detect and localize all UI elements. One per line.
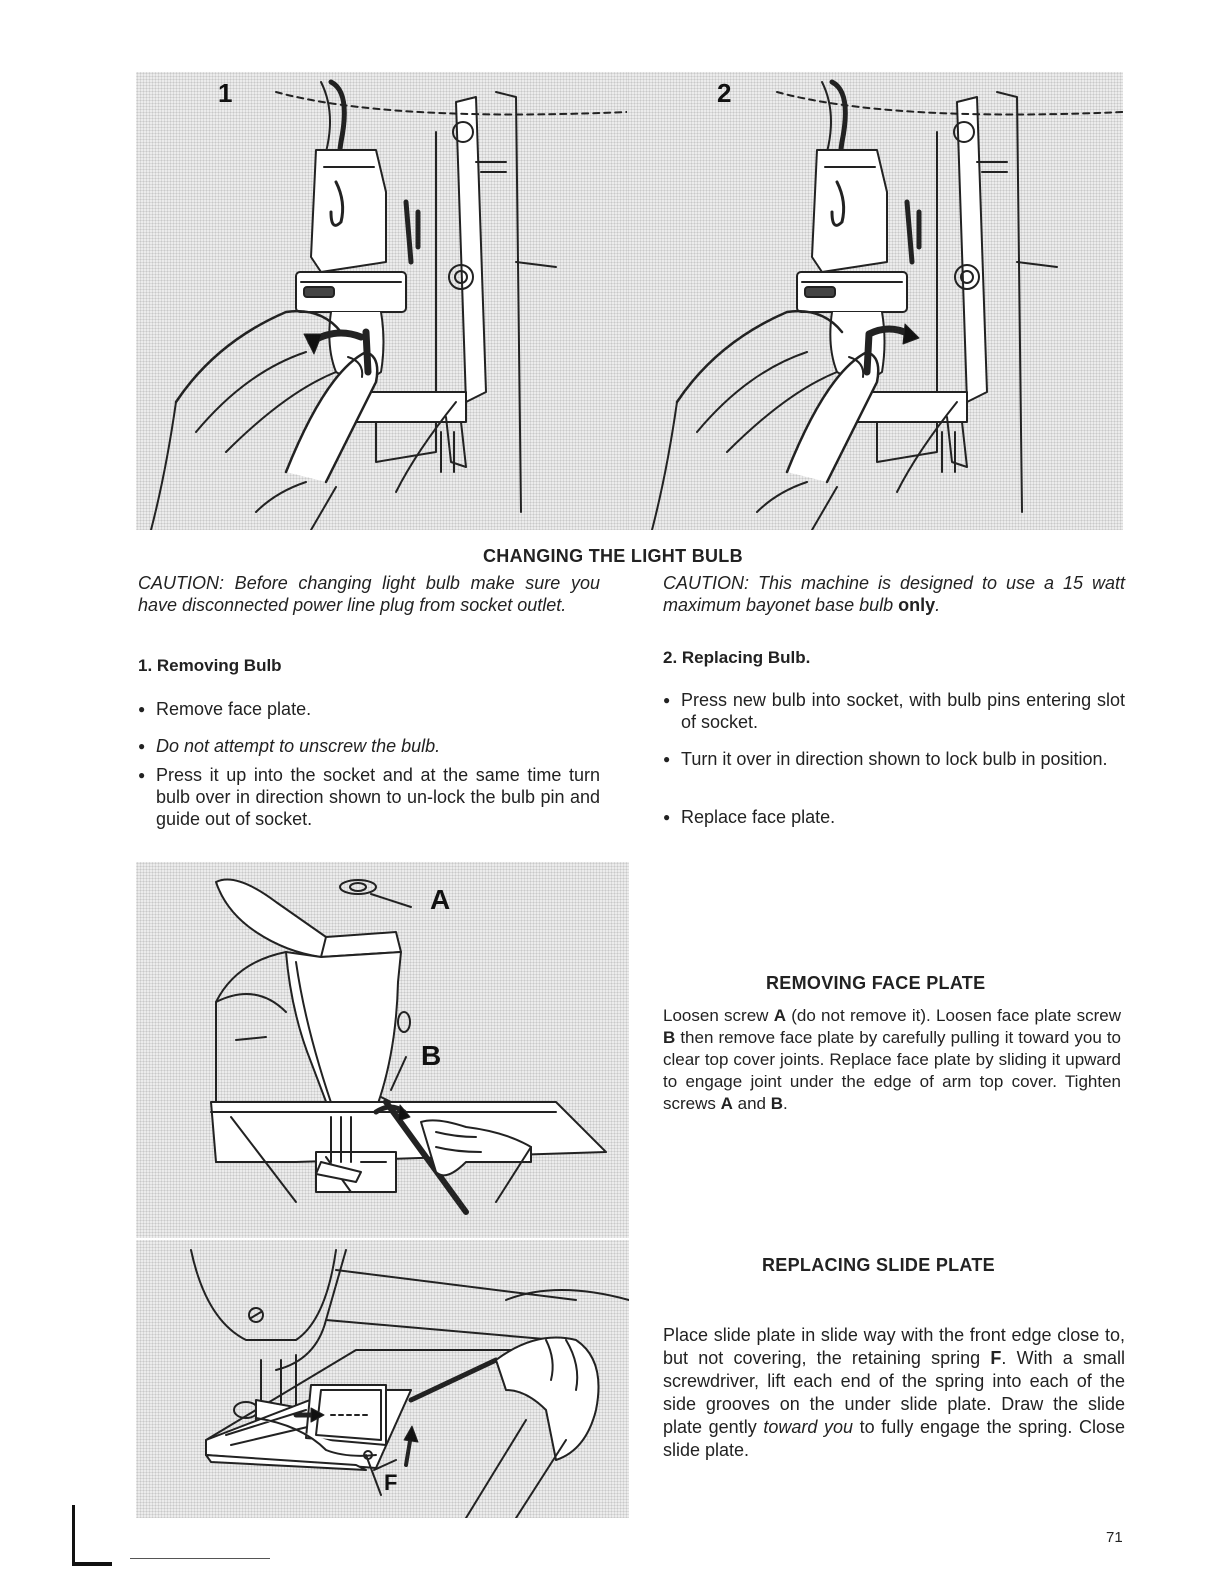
- figure-2-replacing-bulb: [627, 72, 1123, 530]
- face-plate-text-6: and: [732, 1094, 771, 1113]
- removing-bulb-heading: 1. Removing Bulb: [138, 656, 282, 675]
- figure-face-plate-illustration: [136, 862, 629, 1238]
- caution-right-emphasis: only: [898, 595, 936, 615]
- scan-edge-line: [130, 1558, 270, 1559]
- scan-edge-mark: [72, 1505, 75, 1565]
- replacing-bulb-heading: 2. Replacing Bulb.: [663, 648, 811, 667]
- scan-edge-mark: [72, 1562, 112, 1566]
- slide-plate-instructions: [663, 1324, 1125, 1462]
- removing-step-3: ● Press it up into the socket and at the same time turn bulb over in direction shown to un-lock the bulb pin and guide out of socket.: [138, 764, 600, 830]
- face-plate-screw-a-2: A: [720, 1094, 733, 1113]
- slide-plate-emphasis: toward you: [763, 1417, 854, 1437]
- replacing-step-1: ● Press new bulb into socket, with bulb pins entering slot of socket.: [663, 689, 1125, 733]
- caution-right-end: .: [935, 595, 941, 615]
- face-plate-screw-a: A: [773, 1006, 786, 1025]
- removing-step-2: ● Do not attempt to unscrew the bulb.: [138, 735, 600, 757]
- slide-plate-text-4: to fully engage the spring. Close slide plate.: [663, 1417, 1125, 1460]
- figure-2-illustration: [627, 72, 1123, 530]
- figure-number: 2: [717, 78, 732, 108]
- figure-1-illustration: [136, 72, 627, 530]
- figure-number: 1: [218, 78, 233, 108]
- figure-face-plate: [136, 862, 629, 1238]
- figure-slide-plate: [136, 1240, 629, 1518]
- face-plate-instructions: [663, 1005, 1121, 1115]
- replacing-step-3: ● Replace face plate.: [663, 806, 1125, 828]
- slide-plate-spring-f: F: [990, 1348, 1002, 1368]
- face-plate-text-2: (do not remove it). Loosen face plate screw: [785, 1006, 1121, 1025]
- face-plate-text-4: then remove face plate by carefully pulling it toward you to clear top cover joints. Replace face plate by sliding it upward to engage joint under the edge of arm top cover. Tighten screws: [663, 1028, 1121, 1113]
- caution-right-text: CAUTION: This machine is designed to use a 15 watt maximum bayonet base bulb: [663, 573, 1125, 615]
- callout-b: B: [421, 1040, 442, 1071]
- slide-plate-text-2: . With a small screwdriver, lift each end of the spring into each of the side grooves on the under slide plate. Draw the slide plate gently: [663, 1348, 1125, 1437]
- caution-right: [663, 572, 1125, 616]
- replacing-step-2: ● Turn it over in direction shown to lock bulb in position.: [663, 748, 1125, 770]
- section-title-slide-plate: REPLACING SLIDE PLATE: [762, 1255, 995, 1275]
- section-title-light-bulb: CHANGING THE LIGHT BULB: [483, 546, 743, 566]
- figure-1-removing-bulb: [136, 72, 627, 530]
- caution-left: CAUTION: Before changing light bulb make sure you have disconnected power line plug from socket outlet.: [138, 573, 600, 615]
- face-plate-text-8: .: [783, 1094, 788, 1113]
- removing-step-1: ● Remove face plate.: [138, 698, 600, 720]
- page-number: 71: [1106, 1529, 1123, 1546]
- face-plate-screw-b: B: [663, 1028, 676, 1047]
- callout-a: A: [430, 884, 451, 915]
- face-plate-text-0: Loosen screw: [663, 1006, 774, 1025]
- callout-f: F: [384, 1470, 398, 1495]
- face-plate-screw-b-2: B: [770, 1094, 783, 1113]
- figure-slide-plate-illustration: [136, 1240, 629, 1518]
- slide-plate-text-0: Place slide plate in slide way with the front edge close to, but not covering, the retaining spring: [663, 1325, 1125, 1368]
- section-title-face-plate: REMOVING FACE PLATE: [766, 973, 986, 993]
